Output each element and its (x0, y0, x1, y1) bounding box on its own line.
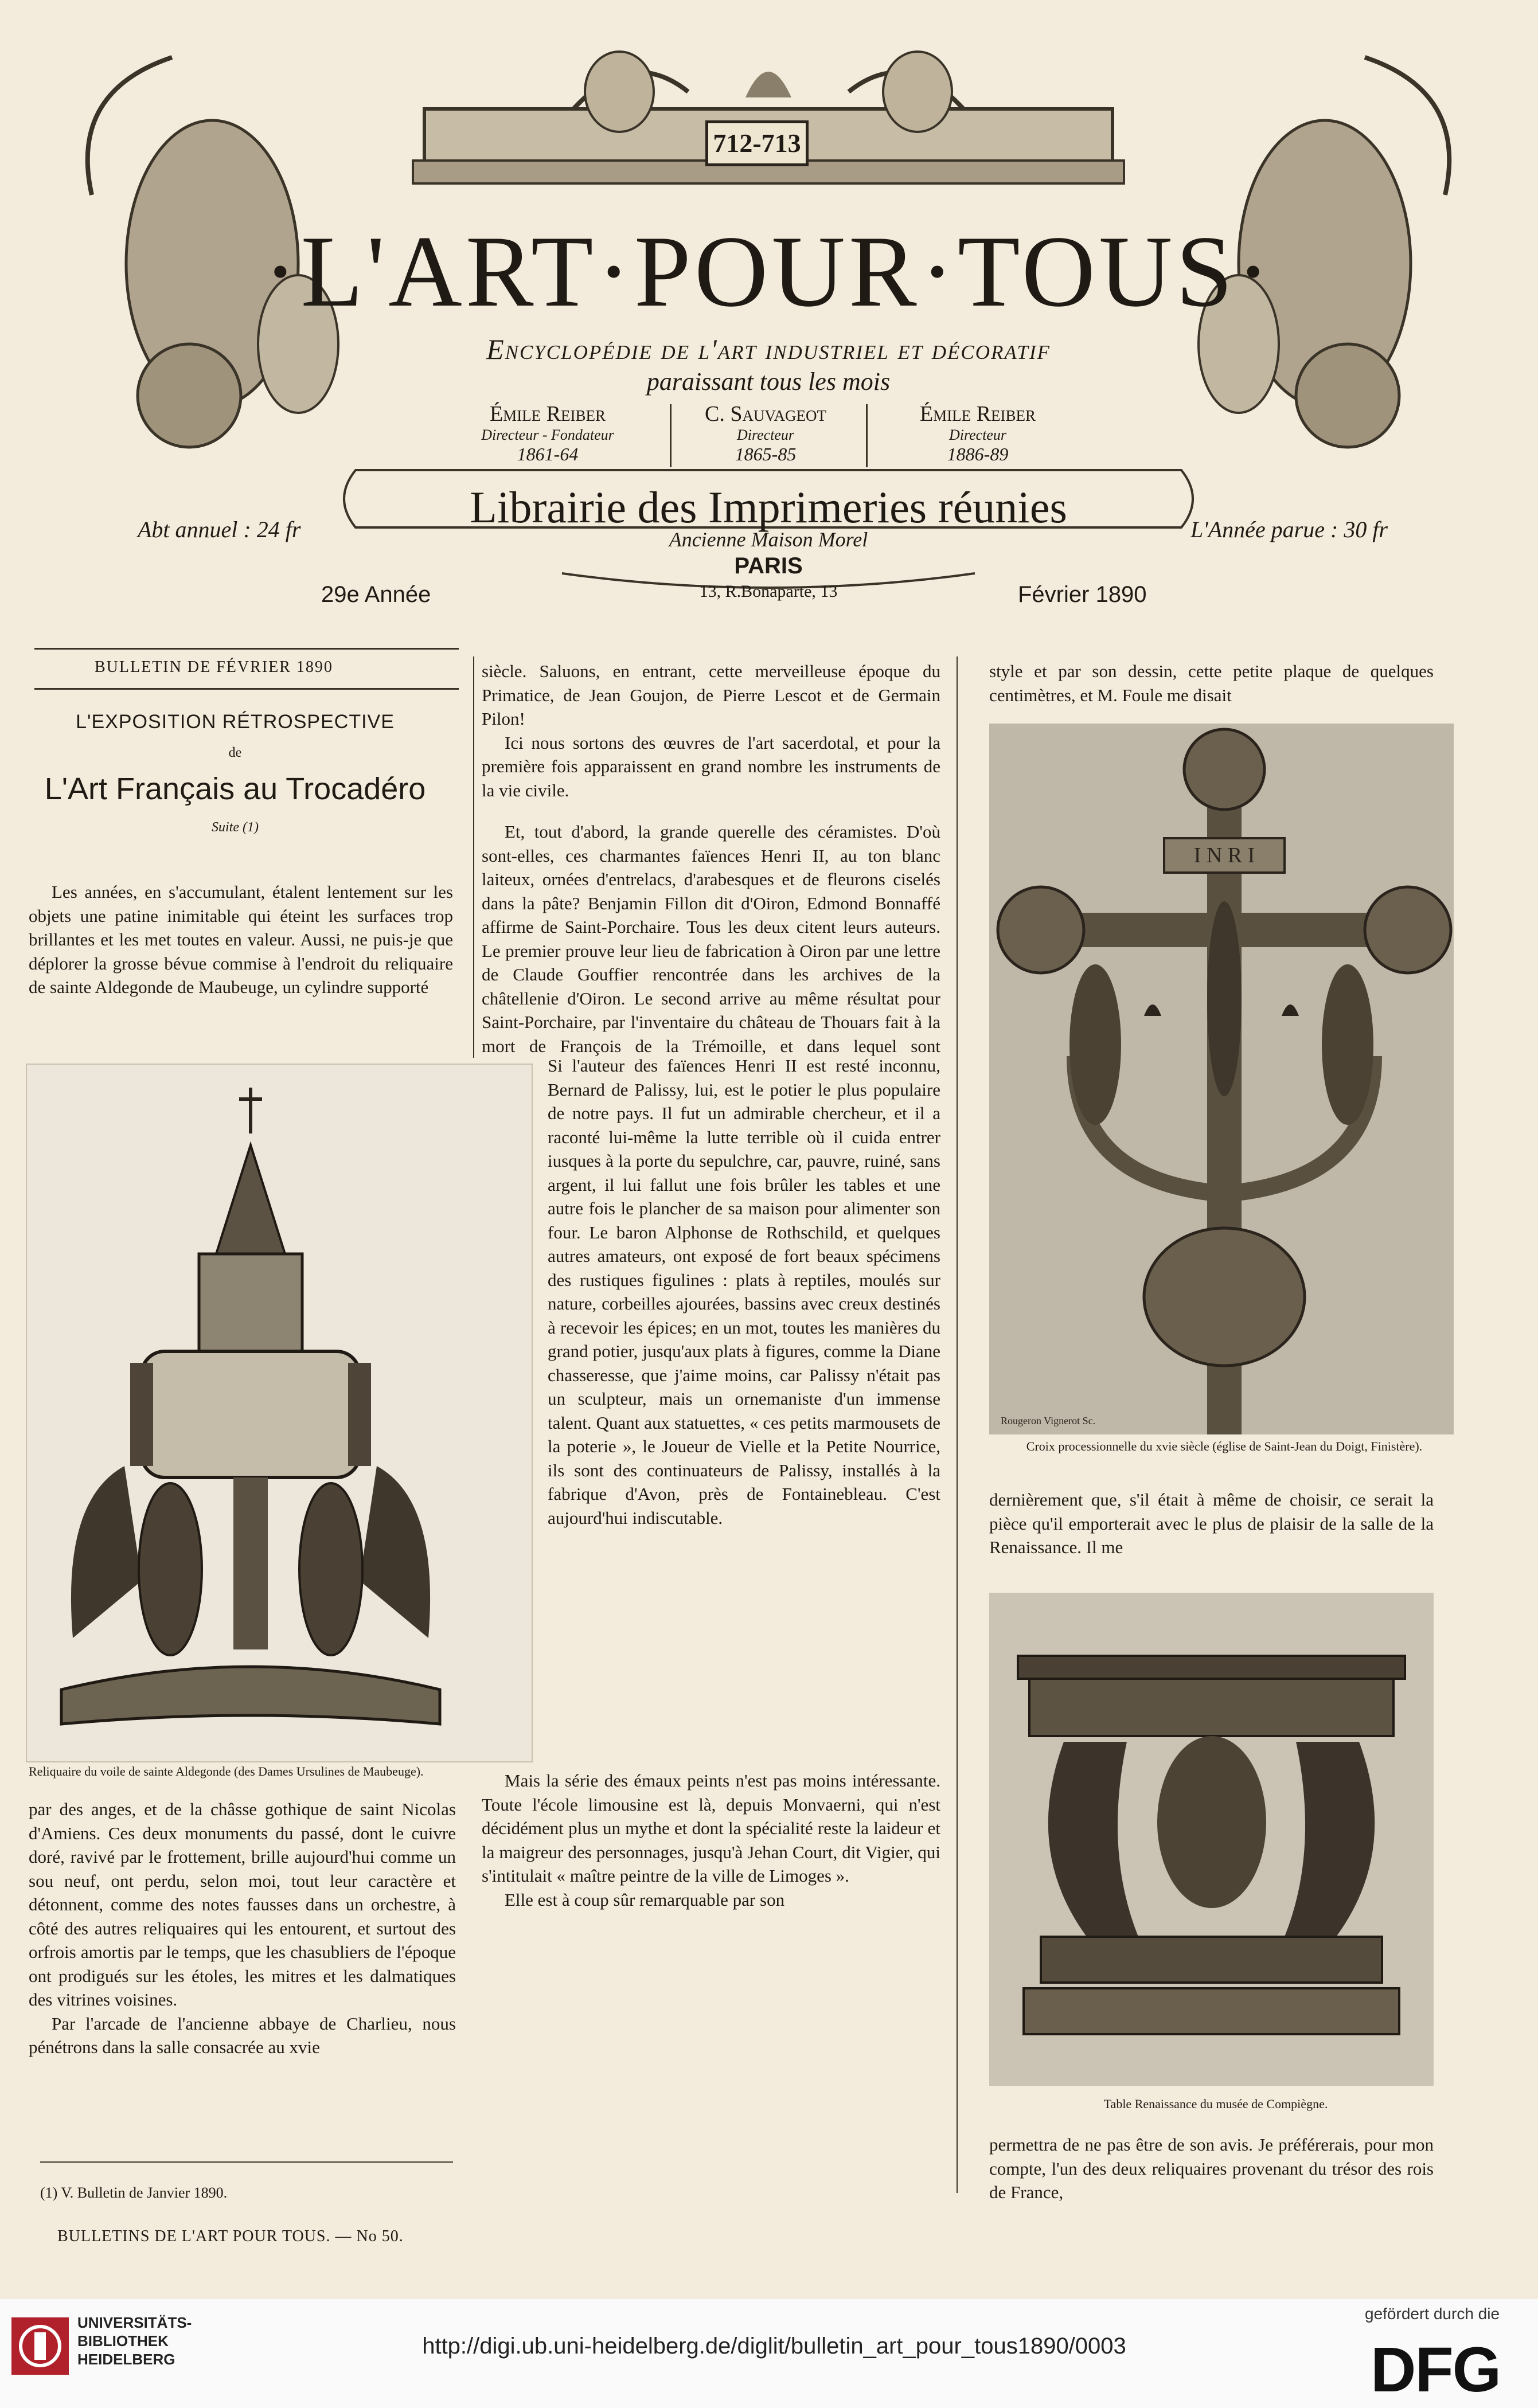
renaissance-table-illustration (989, 1593, 1434, 2086)
institution-line: BIBLIOTHEK (77, 2332, 169, 2350)
director-divider (670, 404, 672, 467)
header-rule (34, 648, 459, 650)
director-years: 1886-89 (947, 444, 1009, 464)
column-1-bottom (29, 1797, 456, 2059)
article-heading: L'EXPOSITION RÉTROSPECTIVE (76, 711, 395, 733)
article-suite: Suite (1) (212, 820, 259, 835)
column-3-top (989, 659, 1434, 707)
paragraph: permettra de ne pas être de son avis. Je préférerais, pour mon compte, l'un des deux reliquaires provenant du trésor des rois de France, (989, 2135, 1434, 2202)
masthead (57, 23, 1480, 601)
paragraph: siècle. Saluons, en entrant, cette merveilleuse époque du Primatice, de Jean Goujon, de Pierre Lescot et de Germain Pilon! (482, 661, 940, 729)
journal-title: ·L'ART·POUR·TOUS· (263, 214, 1274, 328)
paragraph: Ici nous sortons des œuvres de l'art sacerdotal, et pour la première fois apparaissent en grand nombre les instruments de la vie civile. (482, 732, 940, 800)
director-role: Directeur - Fondateur (481, 427, 614, 443)
bulletin-label: BULLETIN DE FÉVRIER 1890 (95, 658, 333, 676)
reliquary-illustration (27, 1065, 532, 1761)
column-2-top (482, 659, 940, 802)
article-title: L'Art Français au Trocadéro (44, 772, 426, 806)
director-divider (866, 404, 868, 467)
column-divider (473, 656, 474, 1058)
paragraph: dernièrement que, s'il était à même de choisir, ce serait la pièce qu'il emporterait avec le plus de plaisir de la salle de la Renaissance. Il me (989, 1490, 1434, 1557)
article-heading-de: de (228, 745, 242, 760)
publisher-address: 13, R.Bonaparte, 13 (699, 582, 838, 601)
former-house: Ancienne Maison Morel (669, 528, 868, 551)
publisher-name: Librairie des Imprimeries réunies (470, 482, 1067, 532)
paragraph: Elle est à coup sûr remarquable par son (505, 1889, 785, 1910)
paragraph: Par l'arcade de l'ancienne abbaye de Charlieu, nous pénétrons dans la salle consacrée au xvie (29, 2013, 456, 2057)
date-label: Février 1890 (1018, 582, 1147, 607)
cross-inscription: I N R I (1193, 843, 1255, 867)
director-role: Directeur (948, 427, 1007, 443)
column-2-bottom (482, 1769, 940, 2193)
director-years: 1861-64 (517, 444, 579, 464)
column-1-top (29, 880, 453, 999)
column-2-wide (482, 820, 940, 1058)
photo-credit: Rougeron Vignerot Sc. (1001, 1415, 1096, 1426)
reliquary-caption: Reliquaire du voile de sainte Aldegonde (des Dames Ursulines de Maubeuge). (29, 1764, 424, 1778)
paragraph: Et, tout d'abord, la grande querelle des céramistes. D'où sont-elles, ces charmantes faïences Henri II, au ton blanc laiteux, ornées d'entrelacs, d'arabesques et de fleurons ciselés dans la pâte? Benjamin Fillon dit d'Oiron, Edmond Bonnaffé affirme de Saint-Porchaire. Tous les deux citent leurs auteurs. Le premier prouve leur lieu de fabrication à Oiron par une lettre de Claude Gouffier rencontrée dans les archives de la châtellenie d'Oiron. Le second arrive au même résultat pour Saint-Porchaire, par l'inventaire du château de Thouars fait à la mort de François de la Trémoille, et dans lequel sont (482, 822, 940, 1056)
journal-subtitle: Encyclopédie de l'art industriel et décoratif (486, 333, 1051, 365)
dfg-logo: DFG (1371, 2335, 1501, 2405)
paragraph: Si l'auteur des faïences Henri II est resté inconnu, Bernard de Palissy, lui, est le potier le plus populaire de notre pays. Il fut un admirable chercheur, et il a raconté lui-même la lutte terrible où il cuida entrer iusques à la porte du sepulchre, car, pauvre, ruiné, sans argent, il lui fallut une fois brûler les tables et une autre fois le plancher de sa maison pour alimenter son four. Le baron Alphonse de Rothschild, et quelques autres amateurs, ont exposé de fort beaux spécimens des rustiques figulines : plats à reptiles, moulés sur nature, corbeilles ajourées, bassins avec creux destinés à recevoir les épices; en un mot, toutes les manières du grand potier, jusqu'aux plats à figures, comme la Diane chasseresse, que j'aime moins, car Palissy n'était pas un sculpteur, mais un ornemaniste d'un immense talent. Quant aux statuettes, « ces petits marmousets de la poterie », le Joueur de Vielle et la Petite Nourrice, ils sont des continuateurs de Palissy, installés à la fabrique d'Avon, près de Fontainebleau. C'est aujourd'hui indiscutable. (548, 1056, 940, 1528)
institution-line: UNIVERSITÄTS- (77, 2314, 192, 2331)
source-url-link[interactable]: http://digi.ub.uni-heidelberg.de/diglit/bulletin_art_pour_tous1890/0003 (422, 2333, 1126, 2359)
cross-photo (989, 724, 1454, 1434)
column-3-middle (989, 1488, 1434, 1559)
column-3-bottom (989, 2133, 1434, 2204)
paragraph: style et par son dessin, cette petite plaque de quelques centimètres, et M. Foule me disait (989, 661, 1434, 705)
institution-name (77, 2313, 192, 2368)
institution-line: HEIDELBERG (77, 2351, 175, 2368)
paragraph: Les années, en s'accumulant, étalent lentement sur les objets une patine inimitable qui éteint les surfaces trop brillantes et les met toutes en valeur. Aussi, ne puis-je que déplorer la grosse bévue commise à l'endroit du reliquaire de sainte Aldegonde de Maubeuge, un cylindre supporté (29, 882, 453, 997)
publication-frequency: paraissant tous les mois (646, 368, 891, 396)
director-years: 1865-85 (735, 444, 797, 464)
subscription-price: Abt annuel : 24 fr (138, 517, 301, 542)
header-rule (34, 688, 459, 690)
publisher-city: PARIS (734, 553, 803, 578)
cross-caption: Croix processionnelle du xvie siècle (église de Saint-Jean du Doigt, Finistère). (1026, 1439, 1423, 1453)
table-photo (989, 1593, 1434, 2086)
column-divider (957, 656, 958, 2193)
processional-cross-illustration (989, 724, 1454, 1434)
year-label: 29e Année (321, 582, 431, 607)
issue-number: 712-713 (705, 120, 809, 166)
director-3 (883, 401, 1072, 465)
column-2-narrow (548, 1054, 940, 1765)
funding-note: gefördert durch die (1365, 2305, 1500, 2323)
journal-footer: BULLETINS DE L'ART POUR TOUS. — No 50. (57, 2227, 404, 2245)
reliquary-photo (26, 1064, 533, 1762)
director-name: Émile Reiber (489, 402, 606, 426)
year-volume-price: L'Année parue : 30 fr (1190, 517, 1388, 542)
director-2 (671, 401, 860, 465)
table-caption: Table Renaissance du musée de Compiègne. (1103, 2097, 1328, 2111)
footnote-rule (40, 2161, 453, 2163)
footnote: (1) V. Bulletin de Janvier 1890. (40, 2184, 228, 2201)
director-1 (453, 401, 642, 465)
director-name: Émile Reiber (919, 402, 1036, 426)
director-name: C. Sauvageot (705, 402, 826, 426)
university-seal-icon (11, 2317, 69, 2375)
paragraph: par des anges, et de la châsse gothique de saint Nicolas d'Amiens. Ces deux monuments du passé, dont le cuivre doré, ravivé par le frottement, brille aujourd'hui comme un sou neuf, ont perdu, selon moi, tout leur caractère et détonnent, comme des notes fausses dans un orchestre, à côté des autres reliquaires qui les entourent, et surtout des orfrois amortis par le temps, que les chasubliers de l'époque ont prodigués sur les étoles, les mitres et les dalmatiques des vitrines voisines. (29, 1799, 456, 2010)
paragraph: Mais la série des émaux peints n'est pas moins intéressante. Toute l'école limousine est là, depuis Monvaerni, qui n'est décidément plus un mythe et dont la spécialité reste la laideur et la maigreur des personnages, jusqu'à Jehan Court, dit Vigier, qui s'intitulait « maître peintre de la ville de Limoges ». (482, 1770, 940, 1886)
director-role: Directeur (736, 427, 795, 443)
